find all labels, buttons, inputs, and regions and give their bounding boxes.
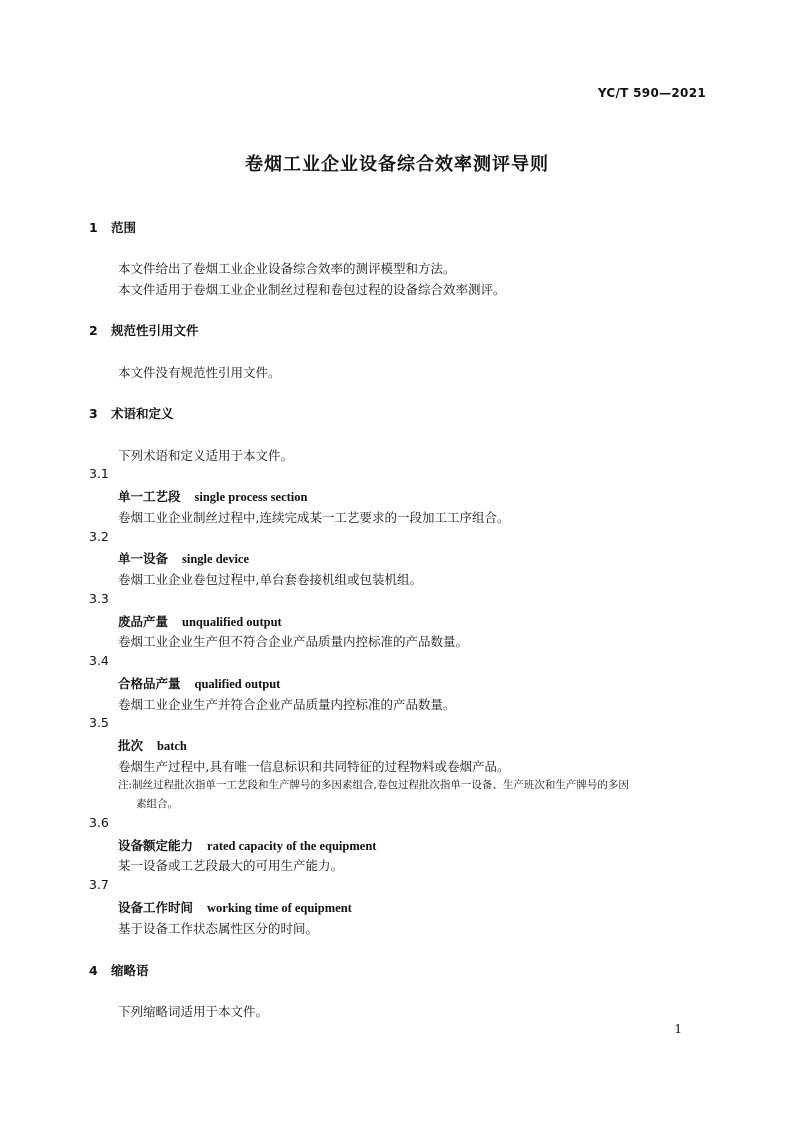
paragraph: 本文件适用于卷烟工业企业制丝过程和卷包过程的设备综合效率测评。 [118, 282, 506, 297]
term-entry [118, 674, 280, 692]
term-entry [118, 487, 307, 505]
term-chinese: 单一设备 [118, 551, 169, 566]
standard-number: YC/T 590—2021 [597, 86, 706, 100]
term-english: qualified output [194, 677, 281, 691]
paragraph: 本文件没有规范性引用文件。 [118, 365, 281, 380]
term-entry [118, 836, 376, 854]
term-definition: 卷烟工业企业生产但不符合企业产品质量内控标准的产品数量。 [118, 634, 469, 649]
term-definition: 卷烟工业企业生产并符合企业产品质量内控标准的产品数量。 [118, 697, 456, 712]
section-number: 4 [89, 963, 98, 978]
document-title: 卷烟工业企业设备综合效率测评导则 [245, 154, 549, 175]
term-english: rated capacity of the equipment [207, 839, 377, 853]
term-english: single device [182, 552, 250, 566]
term-chinese: 批次 [118, 738, 144, 753]
term-number: 3.3 [89, 591, 109, 606]
term-number: 3.4 [89, 653, 109, 668]
term-number: 3.7 [89, 877, 109, 892]
section-title: 缩略语 [111, 963, 149, 978]
section-heading-1 [89, 218, 136, 236]
paragraph: 下列缩略词适用于本文件。 [118, 1004, 269, 1019]
paragraph: 本文件给出了卷烟工业企业设备综合效率的测评模型和方法。 [118, 261, 456, 276]
term-definition: 卷烟工业企业卷包过程中,单台套卷接机组或包装机组。 [118, 572, 422, 587]
page-number: 1 [674, 1022, 682, 1036]
term-chinese: 合格品产量 [118, 676, 181, 691]
term-definition: 某一设备或工艺段最大的可用生产能力。 [118, 858, 344, 873]
term-chinese: 单一工艺段 [118, 489, 181, 504]
term-number: 3.2 [89, 529, 109, 544]
term-english: unqualified output [182, 615, 282, 629]
section-heading-4 [89, 961, 149, 979]
term-chinese: 设备额定能力 [118, 838, 194, 853]
section-heading-2 [89, 321, 199, 339]
term-english: working time of equipment [207, 901, 352, 915]
term-definition: 基于设备工作状态属性区分的时间。 [118, 921, 319, 936]
section-number: 2 [89, 323, 98, 338]
paragraph: 下列术语和定义适用于本文件。 [118, 448, 294, 463]
term-number: 3.5 [89, 715, 109, 730]
term-note-continuation: 素组合。 [136, 798, 178, 810]
term-number: 3.1 [89, 466, 109, 481]
term-entry [118, 736, 187, 754]
term-chinese: 设备工作时间 [118, 900, 194, 915]
section-title: 术语和定义 [111, 406, 174, 421]
term-definition: 卷烟生产过程中,具有唯一信息标识和共同特征的过程物料或卷烟产品。 [118, 759, 510, 774]
term-entry [118, 612, 282, 630]
term-entry [118, 549, 249, 567]
term-number: 3.6 [89, 815, 109, 830]
term-note: 注:制丝过程批次指单一工艺段和生产牌号的多因素组合,卷包过程批次指单一设备、生产班次和生产牌号的多因 [118, 779, 629, 791]
term-chinese: 废品产量 [118, 614, 169, 629]
section-number: 1 [89, 220, 98, 235]
section-number: 3 [89, 406, 98, 421]
section-heading-3 [89, 404, 174, 422]
term-entry [118, 898, 352, 916]
section-title: 范围 [111, 220, 137, 235]
term-definition: 卷烟工业企业制丝过程中,连续完成某一工艺要求的一段加工工序组合。 [118, 510, 510, 525]
section-title: 规范性引用文件 [111, 323, 199, 338]
term-english: batch [157, 739, 187, 753]
term-english: single process section [194, 490, 308, 504]
